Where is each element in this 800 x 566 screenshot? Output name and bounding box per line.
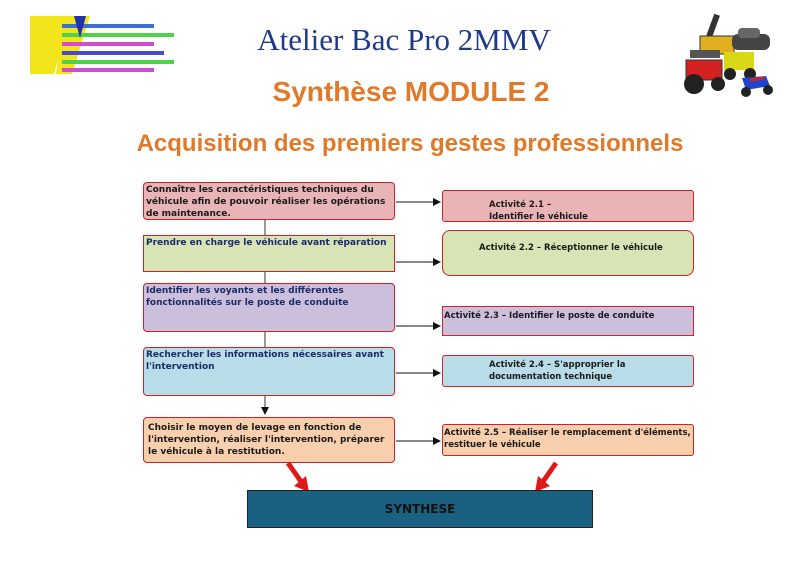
activite-box-2 [442, 230, 694, 276]
competence-box-4 [143, 347, 395, 396]
synthese-box [247, 490, 593, 528]
activite-text: Activité 2.5 – Réaliser le remplacement d'éléments, restituer le véhicule [444, 428, 691, 450]
competence-text: Choisir le moyen de levage en fonction de l'intervention, réaliser l'intervention, préparer le véhicule à la restitution. [148, 423, 385, 457]
synthese-label: SYNTHESE [384, 502, 456, 516]
red-arrow-icon [288, 463, 309, 492]
activite-text: Activité 2.4 – S'approprier la documentation technique [489, 360, 626, 382]
competence-text: Prendre en charge le véhicule avant réparation [146, 238, 387, 248]
activite-box-4 [442, 355, 694, 387]
competence-text: Rechercher les informations nécessaires avant l'intervention [146, 350, 384, 372]
competence-box-3 [143, 283, 395, 332]
activite-box-1 [442, 190, 694, 222]
activite-text: Activité 2.3 – Identifier le poste de conduite [444, 311, 655, 321]
competence-box-1 [143, 182, 395, 220]
activite-text: Activité 2.1 – Identifier le véhicule [489, 200, 588, 222]
module-subtitle: Synthèse MODULE 2 [272, 76, 550, 107]
red-arrow-icon [535, 463, 556, 492]
competence-box-2 [143, 235, 395, 272]
section-heading: Acquisition des premiers gestes professionnels [136, 130, 684, 157]
page-title: Atelier Bac Pro 2MMV [257, 22, 551, 57]
activite-box-5 [442, 424, 694, 456]
competence-text: Identifier les voyants et les différentes fonctionnalités sur le poste de conduite [146, 286, 349, 308]
activite-text: Activité 2.2 – Réceptionner le véhicule [479, 243, 663, 253]
activite-box-3 [442, 306, 694, 336]
competence-box-5 [143, 417, 395, 463]
competence-text: Connaître les caractéristiques techniques du véhicule afin de pouvoir réaliser les opérations de maintenance. [146, 185, 386, 219]
